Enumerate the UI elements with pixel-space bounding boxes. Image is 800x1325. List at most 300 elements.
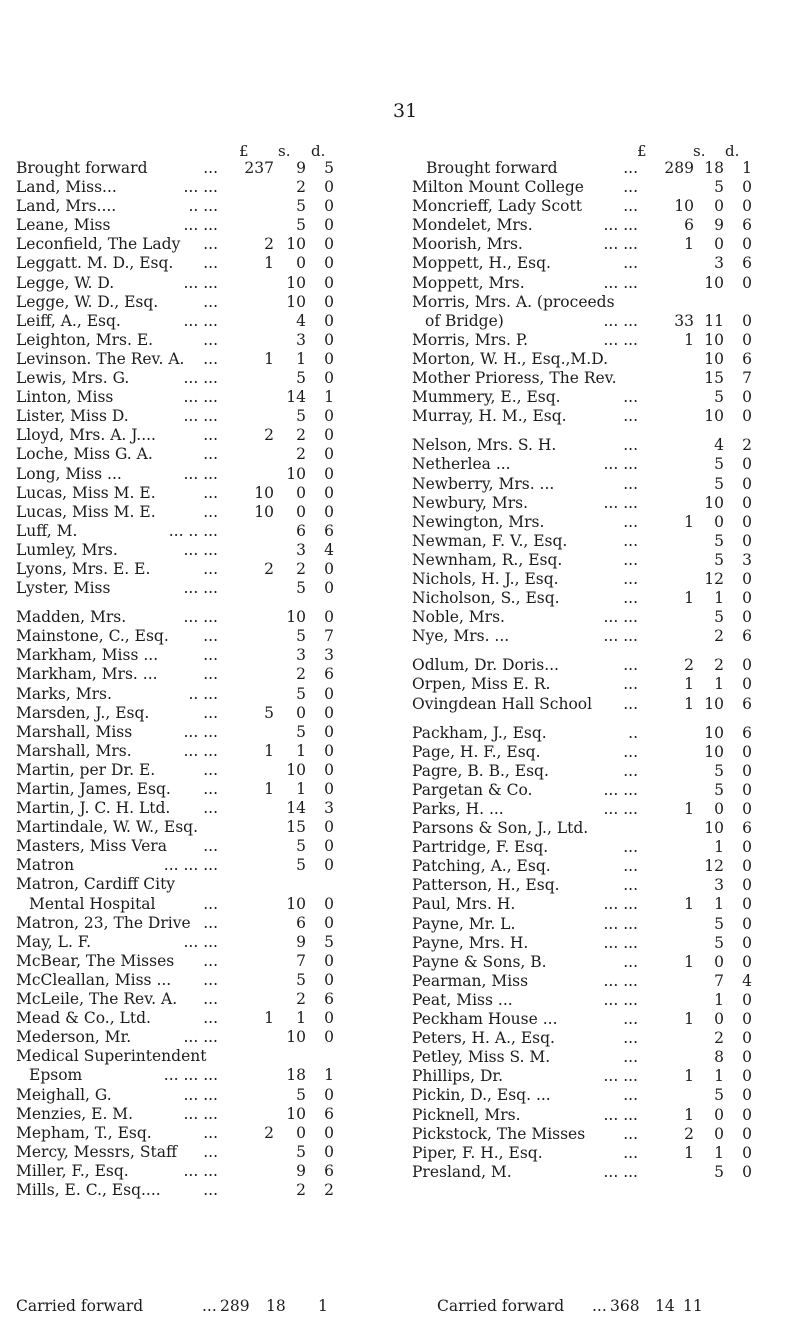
- ledger-row: [412, 934, 764, 953]
- ledger-row: [16, 646, 346, 665]
- leader-dots: ... ...: [603, 493, 638, 512]
- pence-amount: 4: [324, 540, 334, 559]
- leader-dots: ...: [623, 388, 638, 407]
- pounds-amount: 1: [684, 1010, 694, 1029]
- pence-amount: 0: [324, 483, 334, 502]
- leader-dots: ...: [623, 436, 638, 455]
- pence-amount: 0: [324, 349, 334, 368]
- pence-amount: 0: [324, 951, 334, 970]
- pence-amount: 0: [324, 703, 334, 722]
- ledger-row: [412, 1010, 764, 1029]
- ledger-row: [412, 350, 764, 369]
- leader-dots: ...: [203, 1142, 218, 1161]
- contributor-name: Markham, Miss ...: [16, 646, 159, 665]
- ledger-row: [412, 570, 764, 589]
- pence-amount: 1: [742, 159, 752, 177]
- ledger-row: [412, 1086, 764, 1105]
- right-column: [412, 142, 764, 1182]
- shillings-amount: 14: [286, 799, 306, 818]
- ledger-row: [412, 819, 764, 838]
- pounds-amount: 10: [254, 483, 274, 502]
- shillings-amount: 1: [714, 895, 724, 914]
- pence-amount: 0: [742, 1143, 752, 1162]
- shillings-amount: 5: [714, 550, 724, 569]
- leader-dots: ... ...: [603, 608, 638, 627]
- leader-dots: ...: [623, 656, 638, 675]
- ledger-row: [16, 407, 346, 426]
- pence-amount: 0: [742, 914, 752, 933]
- ledger-row: [412, 235, 764, 254]
- shillings-amount: 5: [296, 970, 306, 989]
- ledger-row: [16, 1047, 346, 1066]
- shillings-amount: 5: [296, 856, 306, 875]
- contributor-name: Pearman, Miss: [412, 971, 529, 990]
- pounds-amount: 2: [264, 426, 274, 445]
- contributor-name: Newnham, R., Esq.: [412, 550, 563, 569]
- pence-amount: 0: [324, 311, 334, 330]
- pounds-amount: 2: [684, 1124, 694, 1143]
- shillings-amount: 10: [286, 1104, 306, 1123]
- ledger-row: [16, 856, 346, 875]
- pence-amount: 0: [324, 254, 334, 273]
- ledger-row: [16, 1143, 346, 1162]
- ledger-row: [16, 952, 346, 971]
- leader-dots: ... ... ...: [163, 1066, 218, 1085]
- contributor-name: Murray, H. M., Esq.: [412, 407, 567, 426]
- ledger-row: [412, 475, 764, 494]
- pence-amount: 0: [324, 970, 334, 989]
- contributor-name: Pickstock, The Misses: [412, 1124, 586, 1143]
- contributor-name: Mepham, T., Esq.: [16, 1123, 152, 1142]
- ledger-row: [412, 608, 764, 627]
- shillings-amount: 5: [296, 216, 306, 235]
- contributor-name: Martin, J. C. H. Ltd.: [16, 799, 171, 818]
- pence-amount: 6: [324, 1161, 334, 1180]
- contributor-name: Land, Mrs....: [16, 197, 117, 216]
- leader-dots: ...: [203, 559, 218, 578]
- leader-dots: ... ...: [183, 311, 218, 330]
- shillings-amount: 5: [714, 474, 724, 493]
- contributor-name: Marks, Mrs.: [16, 684, 112, 703]
- ledger-row: [412, 724, 764, 743]
- shillings-amount: 10: [286, 608, 306, 627]
- contributor-name: Moppett, H., Esq.: [412, 254, 551, 273]
- leader-dots: ...: [203, 780, 218, 798]
- shillings-amount: 2: [296, 665, 306, 684]
- shillings-amount: 5: [296, 1142, 306, 1161]
- pence-amount: 6: [324, 665, 334, 684]
- ledger-row: [16, 197, 346, 216]
- shillings-amount: 0: [296, 703, 306, 722]
- leader-dots: ... ...: [603, 971, 638, 990]
- contributor-name: Mead & Co., Ltd.: [16, 1009, 151, 1028]
- contributor-name: Meighall, G.: [16, 1085, 112, 1104]
- shillings-amount: 0: [296, 502, 306, 521]
- contributor-name: Newberry, Mrs. ...: [412, 474, 555, 493]
- ledger-row: [412, 331, 764, 350]
- ledger-row: [412, 1163, 764, 1182]
- ledger-row: [412, 407, 764, 426]
- shillings-amount: 5: [714, 914, 724, 933]
- ledger-row: [412, 1048, 764, 1067]
- leader-dots: ...: [203, 1180, 218, 1199]
- contributor-name: Partridge, F. Esq.: [412, 838, 549, 857]
- shillings-amount: 1: [714, 990, 724, 1009]
- ledger-row: [16, 1028, 346, 1047]
- leader-dots: ... ...: [603, 1105, 638, 1124]
- shillings-amount: 7: [296, 951, 306, 970]
- contributor-name: Levinson. The Rev. A.: [16, 349, 185, 368]
- ledger-row: [16, 761, 346, 780]
- pence-amount: 0: [742, 895, 752, 914]
- pence-amount: 0: [324, 273, 334, 292]
- contributor-name: Linton, Miss: [16, 388, 114, 407]
- contributor-name: Netherlea ...: [412, 455, 511, 474]
- pounds-amount: 1: [684, 512, 694, 531]
- pence-amount: 0: [324, 1085, 334, 1104]
- contributor-name: McCleallan, Miss ...: [16, 970, 172, 989]
- pounds-header: £: [239, 142, 249, 160]
- shillings-amount: 5: [296, 837, 306, 856]
- leader-dots: ... ...: [183, 407, 218, 426]
- contributor-name: Lyster, Miss: [16, 579, 111, 598]
- shillings-amount: 0: [296, 483, 306, 502]
- ledger-row: [16, 1181, 346, 1200]
- pounds-amount: 1: [684, 1067, 694, 1086]
- pounds-amount: 1: [264, 254, 274, 273]
- leader-dots: ... ...: [603, 216, 638, 235]
- shillings-amount: 5: [714, 1086, 724, 1105]
- contributor-name: Leiff, A., Esq.: [16, 311, 121, 330]
- ledger-row: [16, 503, 346, 522]
- ledger-row: [412, 781, 764, 800]
- shillings-amount: 2: [296, 445, 306, 464]
- pounds-amount: 10: [254, 502, 274, 521]
- contributor-name: Legge, W. D., Esq.: [16, 292, 159, 311]
- shillings-amount: 1: [296, 1009, 306, 1028]
- pence-amount: 4: [742, 971, 752, 990]
- pence-amount: 0: [742, 990, 752, 1009]
- shillings-amount: 6: [296, 521, 306, 540]
- leader-dots: ... ...: [183, 608, 218, 627]
- contributor-name: Nicholson, S., Esq.: [412, 589, 560, 608]
- pence-amount: 0: [324, 818, 334, 837]
- pence-amount: 0: [742, 178, 752, 197]
- contributor-name: Nichols, H. J., Esq.: [412, 569, 559, 588]
- shillings-amount: 5: [296, 369, 306, 388]
- contributor-name: Odlum, Dr. Doris...: [412, 656, 559, 675]
- leader-dots: ...: [623, 178, 638, 197]
- contributor-name: Brought forward: [16, 159, 148, 177]
- contributor-name: Land, Miss...: [16, 178, 117, 197]
- contributor-name: Martindale, W. W., Esq.: [16, 818, 199, 837]
- leader-dots: ...: [623, 1124, 638, 1143]
- pence-amount: 0: [742, 780, 752, 799]
- shillings-amount: 5: [714, 608, 724, 627]
- carried-forward-lead: ...: [592, 1297, 607, 1315]
- contributor-name: Ovingdean Hall School: [412, 694, 593, 713]
- pence-amount: 5: [324, 159, 334, 177]
- leader-dots: ...: [203, 349, 218, 368]
- leader-dots: ...: [623, 1010, 638, 1029]
- pence-amount: 0: [324, 235, 334, 254]
- leader-dots: ...: [203, 159, 218, 177]
- contributor-name: Mental Hospital: [29, 894, 156, 913]
- leader-dots: ...: [203, 627, 218, 646]
- pounds-amount: 289: [664, 159, 694, 177]
- pence-amount: 0: [324, 1123, 334, 1142]
- leader-dots: ... ...: [603, 780, 638, 799]
- ledger-row: [16, 235, 346, 254]
- leader-dots: ... ...: [183, 579, 218, 598]
- pence-amount: 0: [324, 330, 334, 349]
- pence-amount: 6: [742, 694, 752, 713]
- pence-amount: 0: [324, 502, 334, 521]
- pence-amount: 0: [324, 579, 334, 598]
- leader-dots: ...: [203, 703, 218, 722]
- pence-amount: 7: [324, 627, 334, 646]
- shillings-amount: 12: [704, 857, 724, 876]
- pence-amount: 0: [742, 952, 752, 971]
- pence-header: d.: [725, 142, 740, 160]
- contributor-name: Lucas, Miss M. E.: [16, 502, 156, 521]
- ledger-row: [412, 197, 764, 216]
- contributor-name: Lewis, Mrs. G.: [16, 369, 130, 388]
- ledger-row: [16, 971, 346, 990]
- pence-amount: 0: [742, 1048, 752, 1067]
- contributor-name: Peckham House ...: [412, 1010, 558, 1029]
- shillings-amount: 3: [714, 876, 724, 895]
- leader-dots: ... ...: [603, 990, 638, 1009]
- shillings-amount: 1: [296, 349, 306, 368]
- pence-amount: 0: [324, 369, 334, 388]
- shillings-amount: 12: [704, 569, 724, 588]
- pence-amount: 0: [742, 512, 752, 531]
- shillings-amount: 1: [714, 589, 724, 608]
- contributor-name: Miller, F., Esq.: [16, 1161, 129, 1180]
- contributor-name: Newington, Mrs.: [412, 512, 545, 531]
- contributor-name: Mederson, Mr.: [16, 1028, 132, 1047]
- pence-amount: 0: [324, 894, 334, 913]
- leader-dots: ...: [623, 550, 638, 569]
- ledger-row: [16, 685, 346, 704]
- contributor-name: Packham, J., Esq.: [412, 723, 547, 742]
- carried-forward-pence: 1: [318, 1297, 328, 1315]
- leader-dots: ...: [203, 760, 218, 779]
- leader-dots: ...: [623, 1086, 638, 1105]
- contributor-name: Morris, Mrs. A. (proceeds: [412, 292, 615, 311]
- shillings-amount: 5: [296, 407, 306, 426]
- leader-dots: ... ...: [603, 1067, 638, 1086]
- shillings-amount: 5: [714, 455, 724, 474]
- contributor-name: Lister, Miss D.: [16, 407, 129, 426]
- pence-amount: 2: [324, 1180, 334, 1199]
- leader-dots: ...: [623, 694, 638, 713]
- pence-amount: 2: [742, 436, 752, 455]
- leader-dots: ..: [628, 723, 638, 742]
- contributor-name: Milton Mount College: [412, 178, 584, 197]
- leader-dots: ... ...: [183, 1085, 218, 1104]
- ledger-row: [16, 1086, 346, 1105]
- contributor-name: Payne & Sons, B.: [412, 952, 547, 971]
- leader-dots: ... ...: [183, 1104, 218, 1123]
- pounds-amount: 2: [264, 235, 274, 254]
- contributor-name: Pickin, D., Esq. ...: [412, 1086, 551, 1105]
- shillings-amount: 10: [704, 694, 724, 713]
- shillings-amount: 2: [296, 178, 306, 197]
- contributor-name: Parks, H. ...: [412, 800, 504, 818]
- shillings-amount: 1: [714, 675, 724, 694]
- leader-dots: ... ...: [603, 627, 638, 646]
- pounds-amount: 2: [264, 1123, 274, 1142]
- pounds-amount: 1: [684, 1105, 694, 1124]
- leader-dots: ...: [623, 1048, 638, 1067]
- pence-amount: 0: [742, 608, 752, 627]
- ledger-row: [16, 254, 346, 273]
- shillings-amount: 3: [296, 646, 306, 665]
- ledger-row: [16, 665, 346, 684]
- pence-amount: 0: [742, 675, 752, 694]
- ledger-row: [412, 895, 764, 914]
- contributor-name: Peat, Miss ...: [412, 990, 513, 1009]
- ledger-row: [412, 178, 764, 197]
- pence-amount: 0: [324, 292, 334, 311]
- shillings-amount: 5: [296, 684, 306, 703]
- shillings-amount: 2: [714, 1029, 724, 1048]
- contributor-name: Mummery, E., Esq.: [412, 388, 561, 407]
- leader-dots: ...: [623, 474, 638, 493]
- ledger-row: [16, 560, 346, 579]
- pence-amount: 0: [324, 760, 334, 779]
- pounds-amount: 6: [684, 216, 694, 235]
- currency-header: [412, 142, 764, 159]
- ledger-row: [412, 513, 764, 532]
- ledger-row: [412, 991, 764, 1010]
- ledger-row: [16, 369, 346, 388]
- leader-dots: ...: [623, 569, 638, 588]
- pence-amount: 0: [742, 388, 752, 407]
- shillings-header: s.: [278, 142, 291, 160]
- contributor-name: Noble, Mrs.: [412, 608, 505, 627]
- contributor-name: Picknell, Mrs.: [412, 1105, 521, 1124]
- pence-amount: 3: [742, 550, 752, 569]
- pence-amount: 0: [742, 235, 752, 254]
- leader-dots: ... ...: [603, 235, 638, 254]
- ledger-row: [16, 159, 346, 178]
- shillings-amount: 2: [714, 627, 724, 646]
- pence-amount: 0: [324, 780, 334, 798]
- leader-dots: ... ...: [603, 1162, 638, 1181]
- ledger-row: [16, 742, 346, 761]
- pence-amount: 5: [324, 932, 334, 951]
- leader-dots: ... ...: [183, 932, 218, 951]
- ledger-row: [412, 953, 764, 972]
- leader-dots: ...: [203, 292, 218, 311]
- leader-dots: ... ...: [183, 216, 218, 235]
- ledger-row: [412, 762, 764, 781]
- pounds-amount: 1: [684, 589, 694, 608]
- leader-dots: ...: [623, 197, 638, 216]
- leader-dots: ... ...: [603, 330, 638, 349]
- pounds-amount: 1: [684, 235, 694, 254]
- pence-amount: 0: [324, 722, 334, 741]
- pounds-amount: 5: [264, 703, 274, 722]
- leader-dots: ...: [623, 857, 638, 876]
- contributor-name: Marsden, J., Esq.: [16, 703, 150, 722]
- contributor-name: Patching, A., Esq.: [412, 857, 551, 876]
- ledger-row: [412, 436, 764, 455]
- contributor-name: Mainstone, C., Esq.: [16, 627, 169, 646]
- leader-dots: ... ...: [603, 311, 638, 330]
- contributor-name: Long, Miss ...: [16, 464, 122, 483]
- leader-dots: ...: [203, 502, 218, 521]
- contributor-name: Morris, Mrs. P.: [412, 330, 529, 349]
- leader-dots: ... ...: [603, 800, 638, 818]
- pounds-amount: 1: [264, 741, 274, 760]
- pence-amount: 0: [324, 1028, 334, 1047]
- pounds-amount: 1: [684, 1143, 694, 1162]
- currency-header: [16, 142, 346, 159]
- ledger-row: [16, 837, 346, 856]
- leader-dots: ...: [203, 665, 218, 684]
- ledger-row: [16, 445, 346, 464]
- ledger-row: [412, 972, 764, 991]
- ledger-row: [412, 455, 764, 474]
- shillings-amount: 9: [296, 932, 306, 951]
- shillings-amount: 7: [714, 971, 724, 990]
- pence-amount: 0: [742, 1067, 752, 1086]
- shillings-amount: 11: [704, 311, 724, 330]
- shillings-amount: 10: [704, 407, 724, 426]
- shillings-amount: 1: [714, 1067, 724, 1086]
- contributor-name: Legge, W. D.: [16, 273, 115, 292]
- contributor-name: Marshall, Miss: [16, 722, 133, 741]
- contributor-name: Mercy, Messrs, Staff: [16, 1142, 177, 1161]
- pounds-amount: 1: [684, 800, 694, 818]
- shillings-amount: 2: [296, 559, 306, 578]
- shillings-amount: 5: [296, 579, 306, 598]
- shillings-amount: 0: [714, 1105, 724, 1124]
- contributor-name: Loche, Miss G. A.: [16, 445, 153, 464]
- ledger-row: [412, 695, 764, 714]
- leader-dots: ... ...: [603, 273, 638, 292]
- ledger-row: [412, 857, 764, 876]
- ledger-row: [16, 914, 346, 933]
- leader-dots: ... ...: [603, 914, 638, 933]
- ledger-row: [412, 1106, 764, 1125]
- pence-amount: 0: [324, 445, 334, 464]
- ledger-row: [412, 369, 764, 388]
- leader-dots: ...: [623, 407, 638, 426]
- pence-amount: 0: [742, 197, 752, 216]
- contributor-name: Pagre, B. B., Esq.: [412, 761, 549, 780]
- ledger-row: [412, 1144, 764, 1163]
- shillings-amount: 10: [286, 1028, 306, 1047]
- ledger-row: [412, 915, 764, 934]
- ledger-row: [412, 159, 764, 178]
- ledger-row: [412, 1125, 764, 1144]
- pence-amount: 6: [742, 254, 752, 273]
- contributor-name: Brought forward: [426, 159, 558, 177]
- shillings-amount: 0: [296, 1123, 306, 1142]
- shillings-amount: 8: [714, 1048, 724, 1067]
- pounds-amount: 1: [264, 1009, 274, 1028]
- shillings-amount: 5: [714, 1162, 724, 1181]
- leader-dots: ... ...: [183, 1028, 218, 1047]
- pence-amount: 0: [324, 608, 334, 627]
- contributor-name: McLeile, The Rev. A.: [16, 990, 178, 1009]
- contributor-name: Paul, Mrs. H.: [412, 895, 516, 914]
